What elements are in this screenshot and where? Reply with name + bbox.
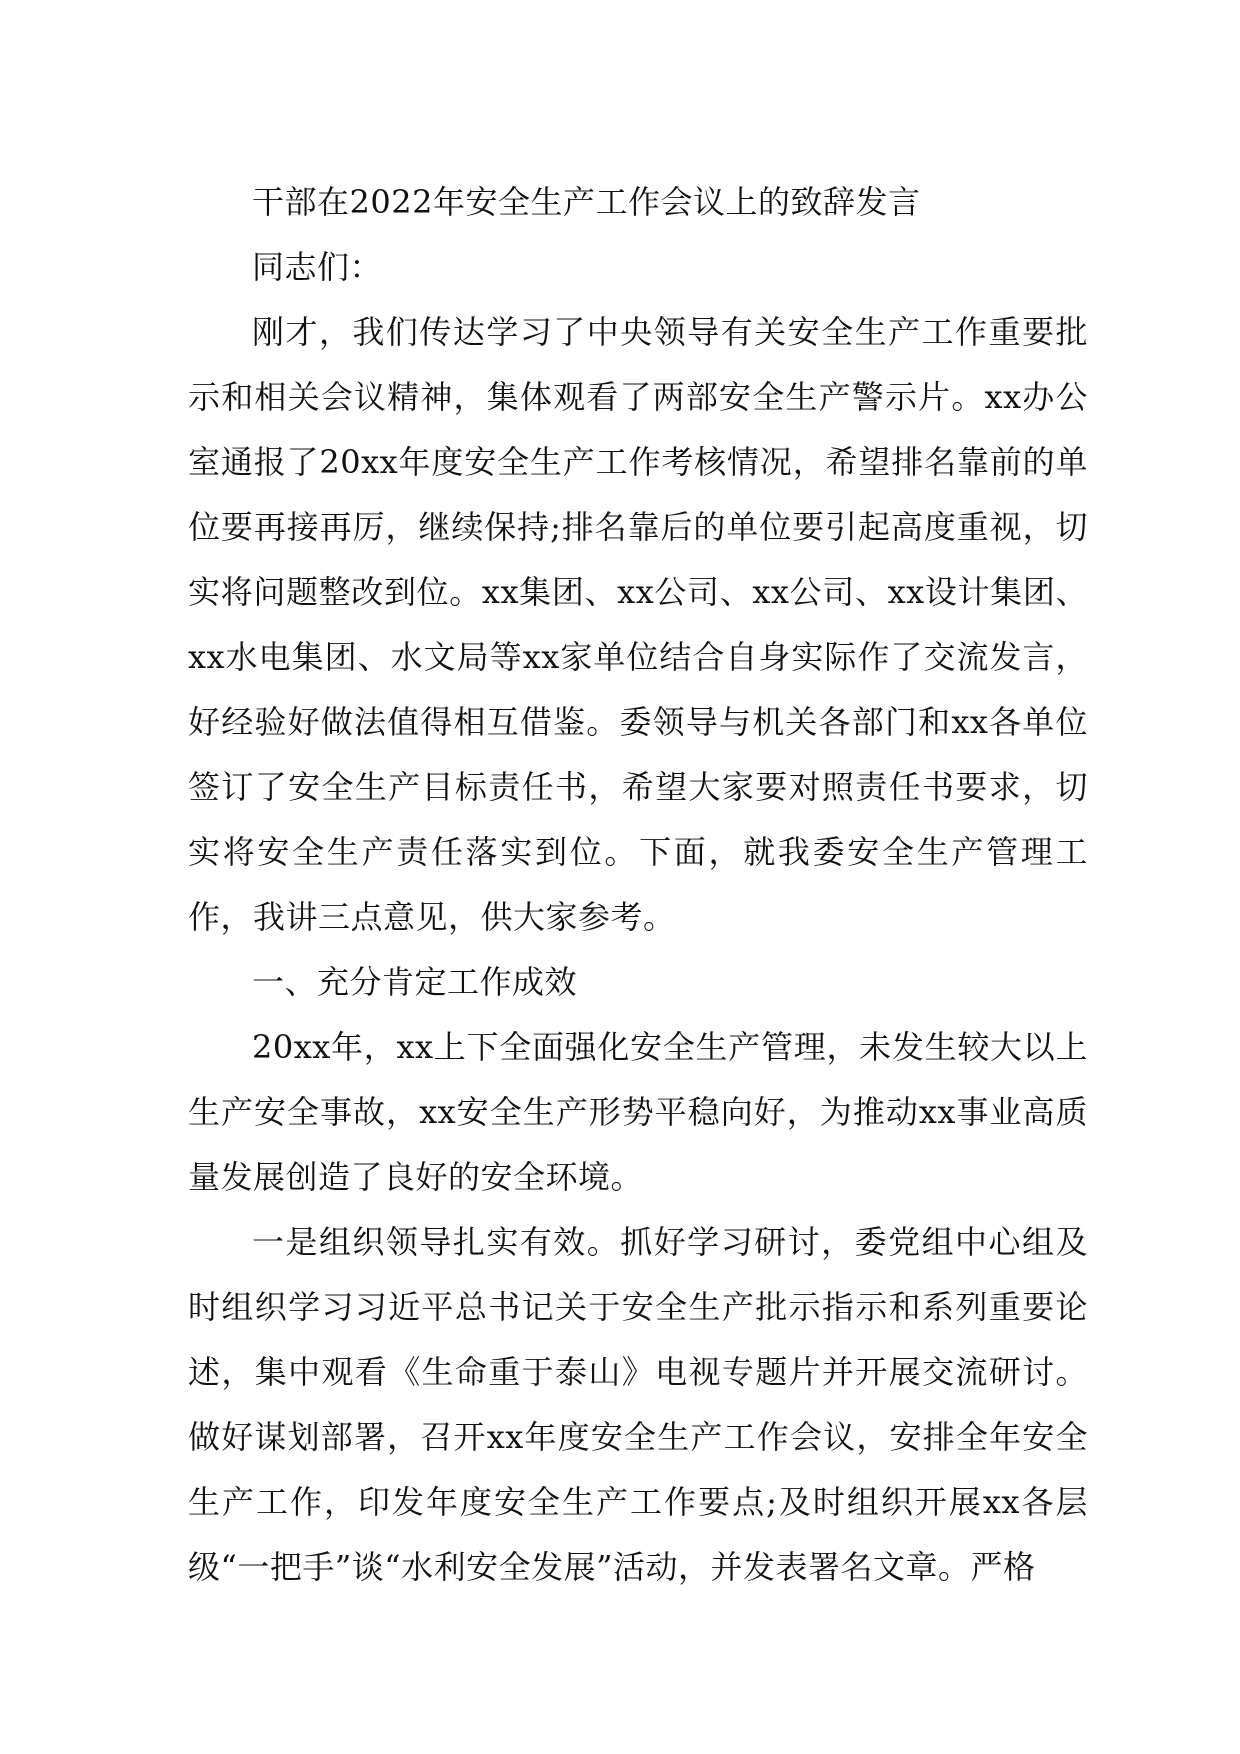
paragraph-overview: 20xx年，xx上下全面强化安全生产管理，未发生较大以上生产安全事故，xx安全生产形势平稳向好，为推动xx事业高质量发展创造了良好的安全环境。: [188, 1028, 1088, 1196]
document-body: [188, 170, 1088, 1600]
paragraph-intro: 刚才，我们传达学习了中央领导有关安全生产工作重要批示和相关会议精神，集体观看了两部安全生产警示片。xx办公室通报了20xx年度安全生产工作考核情况，希望排名靠前的单位要再接再厉，继续保持;排名靠后的单位要引起高度重视，切实将问题整改到位。xx集团、xx公司、xx公司、xx设计集团、xx水电集团、水文局等xx家单位结合自身实际作了交流发言，好经验好做法值得相互借鉴。委领导与机关各部门和xx各单位签订了安全生产目标责任书，希望大家要对照责任书要求，切实将安全生产责任落实到位。下面，就我委安全生产管理工作，我讲三点意见，供大家参考。: [188, 313, 1088, 936]
document-title: 干部在2022年安全生产工作会议上的致辞发言: [252, 183, 921, 221]
paragraph-leadership: 一是组织领导扎实有效。抓好学习研讨，委党组中心组及时组织学习习近平总书记关于安全生产批示指示和系列重要论述，集中观看《生命重于泰山》电视专题片并开展交流研讨。做好谋划部署，召开xx年度安全生产工作会议，安排全年安全生产工作，印发年度安全生产工作要点;及时组织开展xx各层级“一把手”谈“水利安全发展”活动，并发表署名文章。严格: [188, 1223, 1088, 1586]
salutation: 同志们：: [252, 248, 383, 286]
section-heading-1: 一、充分肯定工作成效: [252, 963, 578, 1001]
